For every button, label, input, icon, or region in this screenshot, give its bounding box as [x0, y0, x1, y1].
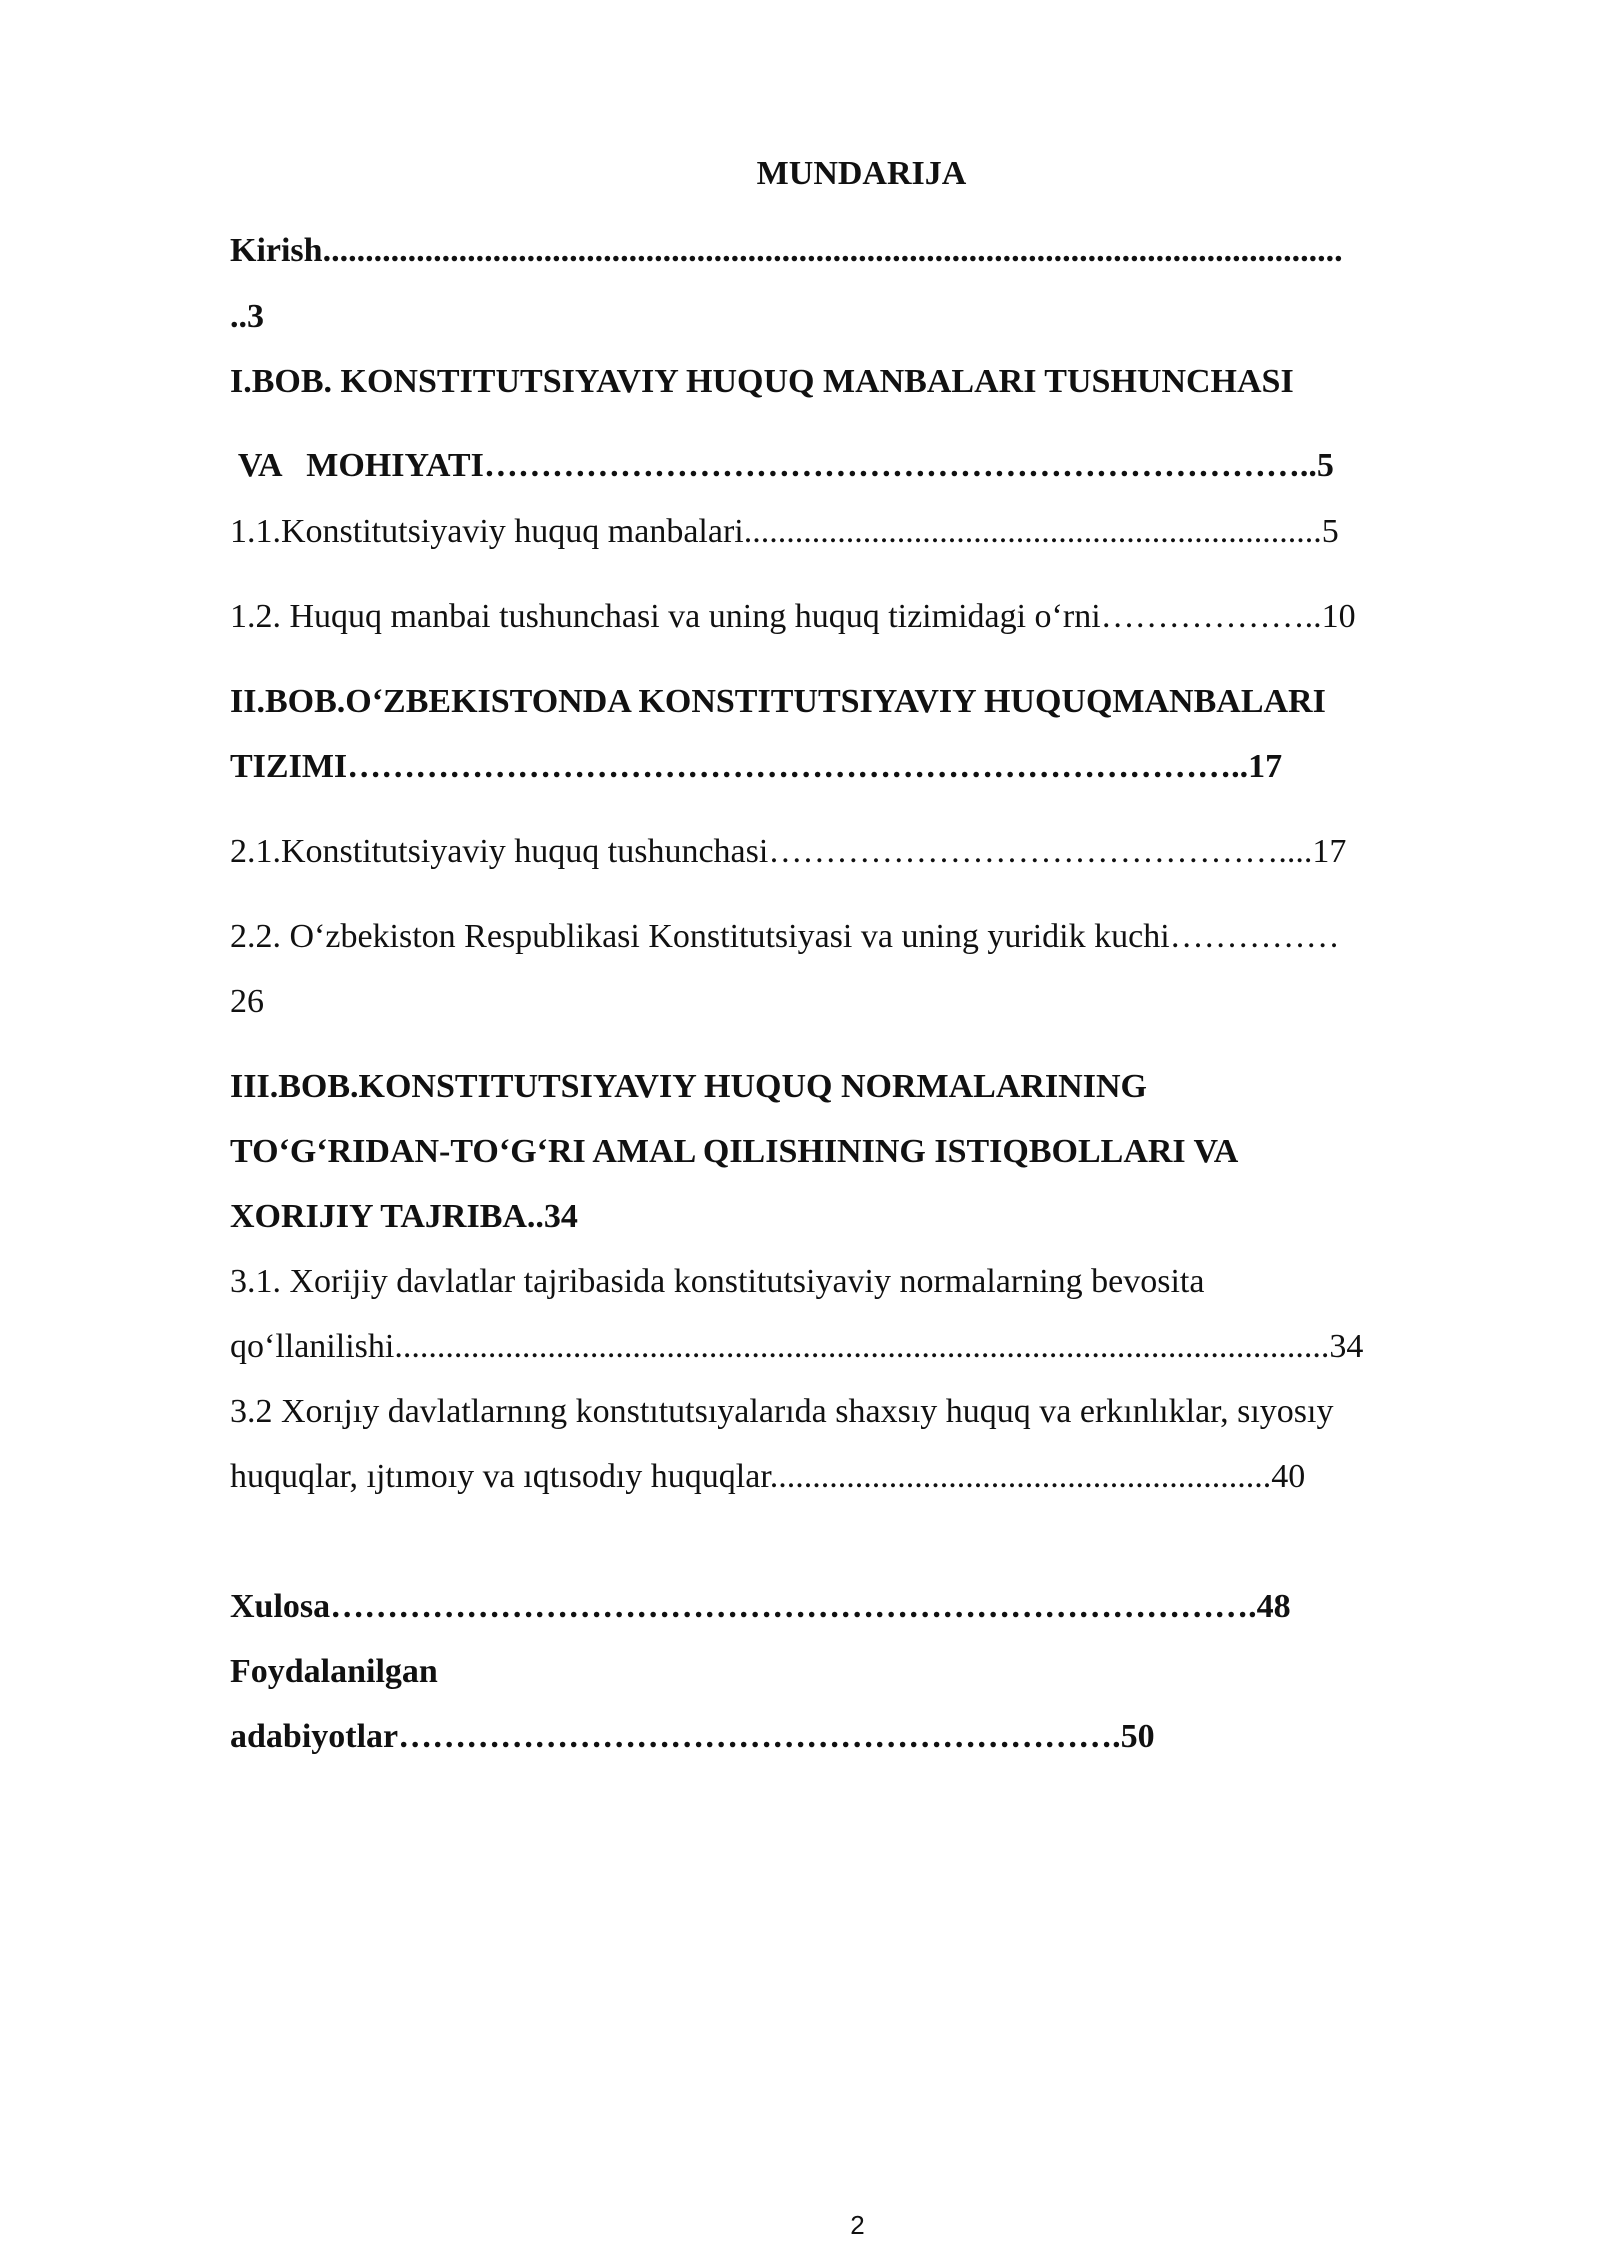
- toc-section-3-1: 3.1. Xorijiy davlatlar tajribasida konstitutsiyaviy normalarning bevosita: [230, 1263, 1205, 1300]
- toc-entry-references-cont: adabiyotlar……………………………………………………….50: [230, 1718, 1155, 1755]
- toc-section-3-2: 3.2 Xorıjıy davlatlarnıng konstıtutsıyalarıda shaxsıy huquq va erkınlıklar, sıyosıy: [230, 1393, 1334, 1430]
- toc-chapter-3-title: III.BOB.KONSTITUTSIYAVIY HUQUQ NORMALARINING: [230, 1068, 1147, 1105]
- toc-section-2-2: 2.2. O‘zbekiston Respublikasi Konstitutsiyasi va uning yuridik kuchi……………: [230, 918, 1340, 955]
- toc-chapter-3-title-cont: TO‘G‘RIDAN-TO‘G‘RI AMAL QILISHINING ISTIQBOLLARI VA: [230, 1133, 1239, 1170]
- toc-entry-kirish: Kirish........................................................................................................................: [230, 232, 1343, 269]
- toc-entry-xulosa: Xulosa……………………………………………………………………….48: [230, 1588, 1291, 1625]
- toc-section-1-1: 1.1.Konstitutsiyaviy huquq manbalari....................................................................5: [230, 513, 1339, 550]
- toc-chapter-1-title: I.BOB. KONSTITUTSIYAVIY HUQUQ MANBALARI TUSHUNCHASI: [230, 363, 1294, 400]
- toc-entry-references: Foydalanilgan: [230, 1653, 438, 1690]
- toc-chapter-1-title-cont: VA MOHIYATI………………………………………………………………..5: [230, 447, 1334, 484]
- toc-chapter-3-title-end: XORIJIY TAJRIBA..34: [230, 1198, 578, 1235]
- toc-section-1-2: 1.2. Huquq manbai tushunchasi va uning huquq tizimidagi o‘rni………………..10: [230, 598, 1356, 635]
- toc-section-2-1: 2.1.Konstitutsiyaviy huquq tushunchasi………………………………………....17: [230, 833, 1347, 870]
- page-title: MUNDARIJA: [756, 155, 967, 192]
- toc-section-3-1-cont: qo‘llanilishi..............................................................................................................34: [230, 1328, 1364, 1365]
- toc-chapter-2-title: II.BOB.O‘ZBEKISTONDA KONSTITUTSIYAVIY HUQUQMANBALARI: [230, 683, 1326, 720]
- toc-chapter-2-title-cont: TIZIMI……………………………………………………………………..17: [230, 748, 1283, 785]
- toc-entry-kirish-page: ..3: [230, 298, 264, 335]
- toc-section-3-2-cont: huquqlar, ıjtımoıy va ıqtısodıy huquqlar...........................................................40: [230, 1458, 1306, 1495]
- page-number: 2: [850, 2210, 865, 2240]
- toc-section-2-2-page: 26: [230, 983, 264, 1020]
